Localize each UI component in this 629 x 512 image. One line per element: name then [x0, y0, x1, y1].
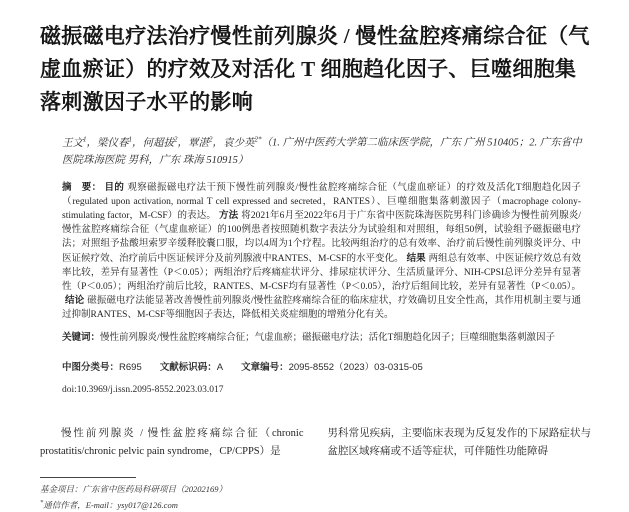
doc-code-label: 文献标识码： [159, 361, 217, 373]
author-affil-sup: 2* [254, 135, 262, 143]
paper-title: 磁振磁电疗法治疗慢性前列腺炎 / 慢性盆腔疼痛综合征（气虚血瘀证）的疗效及对活化 T 细胞趋化因子、巨噬细胞集落刺激因子水平的影响 [40, 24, 590, 114]
authors-line [62, 131, 591, 169]
footnote [40, 477, 304, 512]
author-affil-sup: 1 [128, 135, 132, 143]
author-separator: ， [177, 137, 188, 149]
doc-code-value: A [216, 361, 224, 373]
classification-row [62, 359, 591, 373]
abstract-section-heading-objective: 目的 [104, 182, 125, 193]
author: 何超拔$^2$ [142, 135, 178, 149]
corresponding-author-mark: * [40, 498, 44, 506]
abstract-section-heading-conclusion: 结论 [65, 296, 85, 307]
abstract-section-text-conclusion: 磁振磁电疗法能显著改善慢性前列腺炎/慢性盆腔疼痛综合征的临床症状，疗效确切且安全性高，其作用机制主要与通过抑制RANTES、M-CSF等细胞因子表达，降低相关炎症细胞的增殖分化有关。 [62, 296, 581, 321]
body-columns [40, 425, 591, 512]
abstract-section-text-methods: 将2021年6月至2022年6月于广东省中医院珠海医院男科门诊确诊为慢性前列腺炎/慢性盆腔疼痛综合征（气虚血瘀证）的100例患者按照随机数字表法分为试验组和对照组，每组50例，试验组予磁振磁电疗法；对照组予盐酸坦索罗辛缓释胶囊口服，均以4周为1个疗程。比较两组治疗的总有效率、治疗前后慢性前列腺炎评分、中医证候疗效、治疗前后中医证候评分及前列腺液中RANTES、M-CSF的水平变化。 [62, 210, 581, 264]
author-affil-sup: 2 [174, 135, 178, 143]
keywords-label: 关键词： [62, 332, 101, 343]
abstract-section-text-objective: 观察磁振磁电疗法干预下慢性前列腺炎/慢性盆腔疼痛综合征（气虚血瘀证）的疗效及活化T细胞趋化因子（regulated upon activation, normal T cell expressed and secreted，RANTES）、巨噬细胞集落刺激因子（macrophage colony-stimulating factor，M-CSF）的表达。 [62, 182, 581, 221]
author: 梁仪春$^1$ [97, 135, 132, 149]
body-column-right [328, 425, 592, 512]
abstract-label: 摘 要： [62, 182, 102, 193]
author: 袁少英$^{2*}$ [223, 135, 262, 149]
corresponding-author-text: 通信作者，E-mail：ysy017@126.com [43, 499, 178, 510]
author: 覃湛$^2$ [188, 135, 213, 149]
keywords-text: 慢性前列腺炎/慢性盆腔疼痛综合征；气虚血瘀；磁振磁电疗法；活化T细胞趋化因子；巨噬细胞集落刺激因子 [100, 332, 555, 343]
keywords-line [62, 331, 581, 345]
abstract [62, 181, 581, 323]
author-separator: ， [212, 137, 223, 149]
article-no-label: 文章编号： [241, 361, 289, 373]
abstract-section-heading-results: 结果 [406, 253, 426, 264]
footnote-rule [40, 477, 136, 478]
author-affil-sup: 2 [209, 135, 213, 143]
author-affil-sup: 1 [83, 135, 87, 143]
author-separator: ， [86, 137, 97, 149]
article-no-value: 2095-8552（2023）03-0315-05 [288, 361, 423, 373]
body-paragraph-right: 男科常见疾病，主要临床表现为反复发作的下尿路症状与盆腔区域疼痛或不适等症状，可伴随性功能障碍 [327, 427, 591, 457]
author-separator: ， [132, 137, 143, 149]
clc-label: 中图分类号： [62, 361, 120, 373]
author: 王文$^1$ [62, 135, 87, 149]
footnote-corresponding [40, 496, 304, 512]
abstract-section-heading-methods: 方法 [219, 210, 239, 221]
abstract-section-text-results: 两组总有效率、中医证候疗效总有效率比较，差异有显著性（P＜0.05）；两组治疗后疼痛症状评分、排尿症状评分、生活质量评分、NIH-CPSI总评分差异有显著性（P＜0.05）；两组治疗前后比较，RANTES、M-CSF均有显著性（P＜0.05），治疗后组间比较，差异有显著性（P＜0.05）。 [62, 253, 581, 292]
article-no-pair [241, 362, 423, 373]
doi-line: doi:10.3969/j.issn.2095-8552.2023.03.017 [62, 384, 224, 395]
clc-pair [62, 362, 142, 373]
clc-value: R695 [119, 361, 142, 373]
footnote-fund: 基金项目：广东省中医药局科研项目（20202169） [40, 483, 228, 494]
doc-code-pair [160, 362, 223, 373]
body-paragraph-left: 慢性前列腺炎 / 慢性盆腔疼痛综合征（chronic prostatitis/chronic pelvic pain syndrome，CP/CPPS）是 [40, 427, 304, 457]
body-column-left [40, 425, 304, 512]
affiliations: （1. 广州中医药大学第二临床医学院，广东 广州 510405；2. 广东省中医院珠海医院 男科，广东 珠海 510915） [62, 137, 582, 166]
